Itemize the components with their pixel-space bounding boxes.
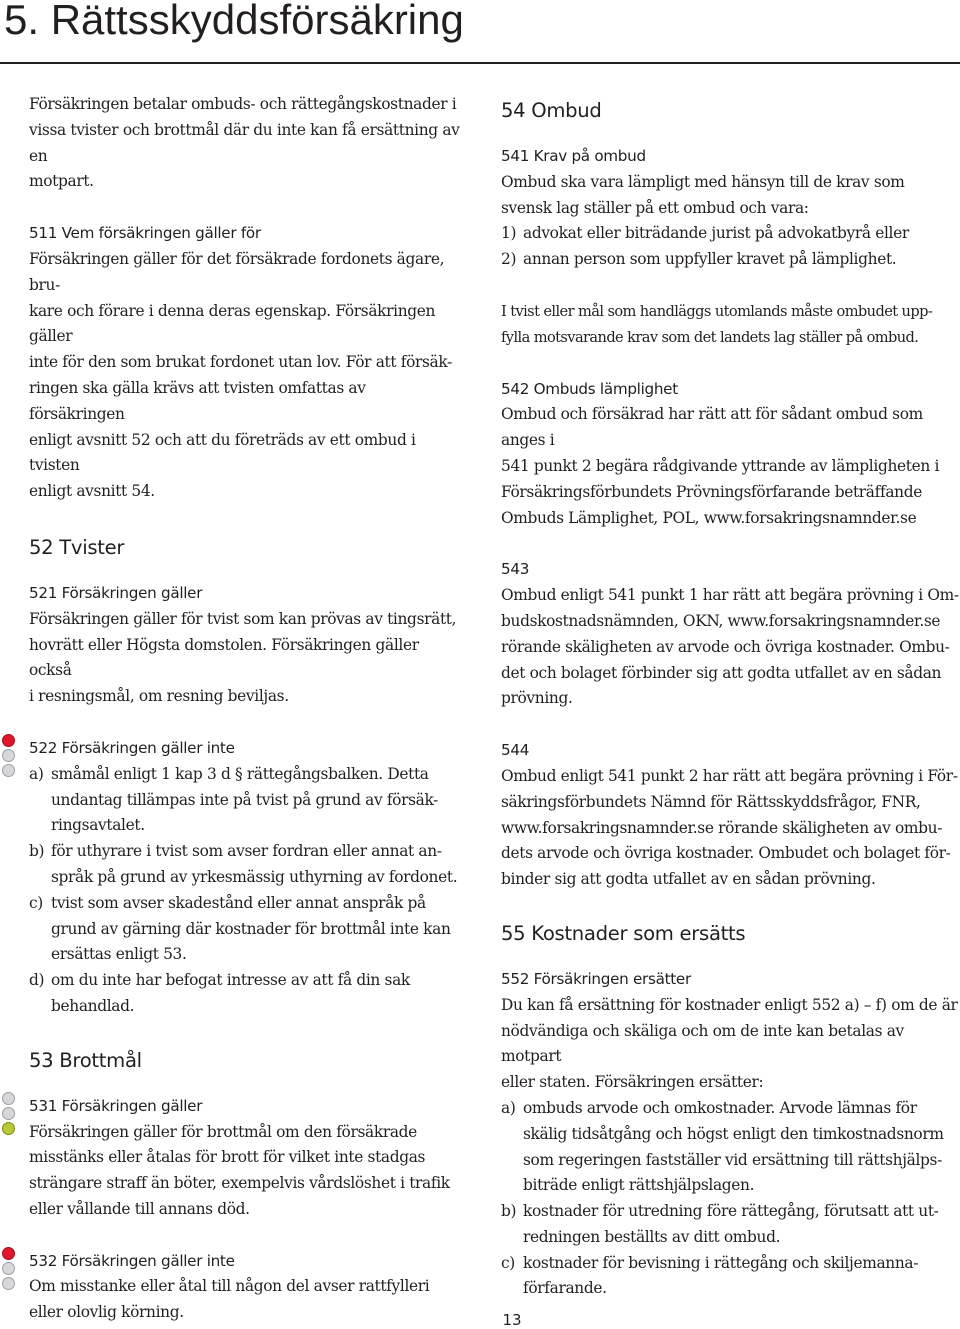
status-indicator — [2, 734, 16, 779]
text-542 — [501, 402, 959, 531]
heading-53: 53 Brottmål — [29, 1048, 142, 1072]
section-55 — [501, 921, 959, 1302]
text-line: Ombud ska vara lämpligt med hänsyn till de krav som — [501, 172, 905, 191]
list-item — [29, 762, 465, 839]
text-line: Försäkringen gäller för brottmål om den försäkrade — [29, 1122, 417, 1141]
text-line: ombuds arvode och omkostnader. Arvode lämnas för — [523, 1098, 917, 1117]
list-marker: b) — [501, 1202, 517, 1221]
section-511 — [29, 221, 465, 505]
list-item — [501, 221, 959, 247]
intro-line: motpart. — [29, 172, 94, 191]
section-542 — [501, 377, 959, 532]
list-item — [29, 891, 465, 968]
text-line: inte för den som brukat fordonet utan lov. För att försäk- — [29, 353, 452, 372]
list-item — [501, 1199, 959, 1251]
heading-54: 54 Ombud — [501, 99, 602, 122]
list-marker: a) — [29, 764, 44, 783]
text-line: annan person som uppfyller kravet på lämplighet. — [523, 250, 897, 269]
text-line: Ombuds Lämplighet, POL, www.forsakringsnamnder.se — [501, 508, 917, 527]
text-line: språk på grund av yrkesmässig uthyrning av fordonet. — [51, 867, 458, 886]
red-light-icon — [2, 734, 15, 747]
text-line: rörande skäligheten av arvode och övriga kostnader. Ombu- — [501, 637, 950, 656]
text-line: undantag tillämpas inte på tvist på grund av försäk- — [51, 790, 439, 809]
text-line: säkringsförbundets Nämnd för Rättsskyddsfrågor, FNR, — [501, 792, 921, 811]
text-541-note — [501, 299, 959, 351]
list-item — [501, 1251, 959, 1303]
list-marker: c) — [501, 1253, 515, 1272]
section-53 — [29, 1048, 465, 1074]
text-line: småmål enligt 1 kap 3 d § rättegångsbalken. Detta — [51, 764, 429, 783]
section-54 — [501, 98, 959, 351]
off-light-icon — [2, 1092, 15, 1105]
text-line: Ombud enligt 541 punkt 2 har rätt att begära prövning i För- — [501, 766, 958, 785]
list-item — [29, 968, 465, 1020]
left-column — [29, 92, 465, 1326]
text-line: det och bolaget förbinder sig att godta utfallet av en sådan — [501, 663, 942, 682]
red-light-icon — [2, 1247, 15, 1260]
text-line: biträde enligt rättshjälpslagen. — [523, 1176, 755, 1195]
list-marker: d) — [29, 971, 45, 990]
intro-text — [29, 92, 465, 195]
text-line: som regeringen fastställer vid ersättning till rättshjälps- — [523, 1150, 942, 1169]
page-title: 5. Rättsskyddsförsäkring — [4, 0, 464, 43]
text-line: ringsavtalet. — [51, 816, 145, 835]
text-541 — [501, 170, 959, 222]
text-line: redningen beställts av ditt ombud. — [523, 1227, 781, 1246]
text-line: eller staten. Försäkringen ersätter: — [501, 1073, 764, 1092]
text-line: i resningsmål, om resning beviljas. — [29, 687, 289, 706]
text-line: binder sig att godta utfallet av en sådan prövning. — [501, 870, 876, 889]
text-line: prövning. — [501, 689, 573, 708]
list-item — [501, 1096, 959, 1199]
text-line: enligt avsnitt 52 och att du företräds av ett ombud i tvisten — [29, 430, 416, 475]
text-544 — [501, 764, 959, 893]
text-line: misstänks eller åtalas för brott för vilket inte stadgas — [29, 1148, 426, 1167]
intro-section — [29, 92, 465, 195]
text-line: Försäkringen gäller för det försäkrade fordonets ägare, bru- — [29, 249, 445, 294]
list-marker: 1) — [501, 224, 517, 243]
section-531 — [29, 1094, 465, 1223]
off-light-icon — [2, 749, 15, 762]
text-line: Ombud enligt 541 punkt 1 har rätt att begära prövning i Om- — [501, 586, 959, 605]
heading-544: 544 — [501, 741, 530, 760]
text-line: budskostnadsnämnden, OKN, www.forsakringsnamnder.se — [501, 611, 941, 630]
list-522 — [29, 762, 465, 1020]
right-column — [501, 92, 959, 1302]
section-52 — [29, 535, 465, 710]
heading-522: 522 Försäkringen gäller inte — [29, 738, 235, 757]
off-light-icon — [2, 1107, 15, 1120]
text-552 — [501, 993, 959, 1096]
text-line: Om misstanke eller åtal till någon del avser rattfylleri — [29, 1277, 430, 1296]
text-line: hovrätt eller Högsta domstolen. Försäkringen gäller också — [29, 635, 419, 680]
status-indicator — [2, 1247, 16, 1292]
text-511 — [29, 247, 465, 505]
heading-521: 521 Försäkringen gäller — [29, 583, 203, 602]
heading-531: 531 Försäkringen gäller — [29, 1096, 203, 1115]
text-line: kostnader för bevisning i rättegång och skiljemanna- — [523, 1253, 919, 1272]
text-line: förfarande. — [523, 1279, 607, 1298]
text-line: fylla motsvarande krav som det landets lag ställer på ombud. — [501, 328, 919, 346]
text-line: kostnader för utredning före rättegång, förutsatt att ut- — [523, 1202, 939, 1221]
list-marker: 2) — [501, 250, 517, 269]
list-marker: b) — [29, 842, 45, 861]
text-line: dets arvode och övriga kostnader. Ombudet och bolaget för- — [501, 844, 951, 863]
section-544 — [501, 738, 959, 893]
text-line: Ombud och försäkrad har rätt att för sådant ombud som anges i — [501, 405, 923, 450]
heading-552: 552 Försäkringen ersätter — [501, 969, 691, 988]
text-543 — [501, 583, 959, 712]
text-line: behandlad. — [51, 996, 135, 1015]
section-522 — [29, 736, 465, 1020]
text-line: Du kan få ersättning för kostnader enligt 552 a) – f) om de är — [501, 995, 958, 1014]
text-line: ersättas enligt 53. — [51, 945, 187, 964]
text-531 — [29, 1120, 465, 1223]
text-line: för uthyrare i tvist som avser fordran eller annat an- — [51, 842, 442, 861]
intro-line: vissa tvister och brottmål där du inte kan få ersättning av en — [29, 120, 460, 165]
text-line: tvist som avser skadestånd eller annat anspråk på — [51, 893, 426, 912]
list-item — [29, 839, 465, 891]
list-marker: c) — [29, 893, 43, 912]
text-line: advokat eller biträdande jurist på advokatbyrå eller — [523, 224, 909, 243]
heading-543: 543 — [501, 560, 530, 579]
text-line: Försäkringsförbundets Prövningsförfarande beträffande — [501, 482, 922, 501]
status-indicator — [2, 1092, 16, 1137]
heading-52: 52 Tvister — [29, 535, 125, 559]
text-line: om du inte har befogat intresse av att få din sak — [51, 971, 410, 990]
heading-511: 511 Vem försäkringen gäller för — [29, 224, 261, 243]
text-line: www.forsakringsnamnder.se rörande skäligheten av ombu- — [501, 818, 943, 837]
off-light-icon — [2, 1262, 15, 1275]
title-rule — [0, 62, 960, 64]
heading-542: 542 Ombuds lämplighet — [501, 379, 678, 398]
heading-532: 532 Försäkringen gäller inte — [29, 1251, 235, 1270]
section-543 — [501, 557, 959, 712]
text-line: skälig tidsåtgång och högst enligt den timkostnadsnorm — [523, 1124, 944, 1143]
text-line: eller vållande till annans död. — [29, 1199, 250, 1218]
list-marker: a) — [501, 1098, 516, 1117]
text-line: strängare straff än böter, exempelvis vårdslöshet i trafik — [29, 1174, 450, 1193]
text-line: ringen ska gälla krävs att tvisten omfattas av försäkringen — [29, 378, 366, 423]
heading-55: 55 Kostnader som ersätts — [501, 921, 746, 945]
text-line: Försäkringen gäller för tvist som kan prövas av tingsrätt, — [29, 609, 457, 628]
text-line: 541 punkt 2 begära rådgivande yttrande av lämpligheten i — [501, 456, 940, 475]
list-552 — [501, 1096, 959, 1302]
green-light-icon — [2, 1122, 15, 1135]
text-line: enligt avsnitt 54. — [29, 482, 155, 501]
text-line: eller olovlig körning. — [29, 1303, 184, 1322]
off-light-icon — [2, 764, 15, 777]
text-line: svensk lag ställer på ett ombud och vara: — [501, 198, 809, 217]
text-521 — [29, 607, 465, 710]
list-item — [501, 247, 959, 273]
heading-541: 541 Krav på ombud — [501, 147, 646, 165]
text-line: grund av gärning där kostnader för brottmål inte kan — [51, 919, 451, 938]
text-line: kare och förare i denna deras egenskap. Försäkringen gäller — [29, 301, 436, 346]
list-541 — [501, 221, 959, 273]
off-light-icon — [2, 1277, 15, 1290]
text-line: nödvändiga och skäliga och om de inte kan betalas av motpart — [501, 1021, 904, 1066]
text-line: I tvist eller mål som handläggs utomlands måste ombudet upp- — [501, 302, 933, 320]
page-number: 13 — [502, 1311, 522, 1329]
intro-line: Försäkringen betalar ombuds- och rättegångskostnader i — [29, 95, 457, 113]
